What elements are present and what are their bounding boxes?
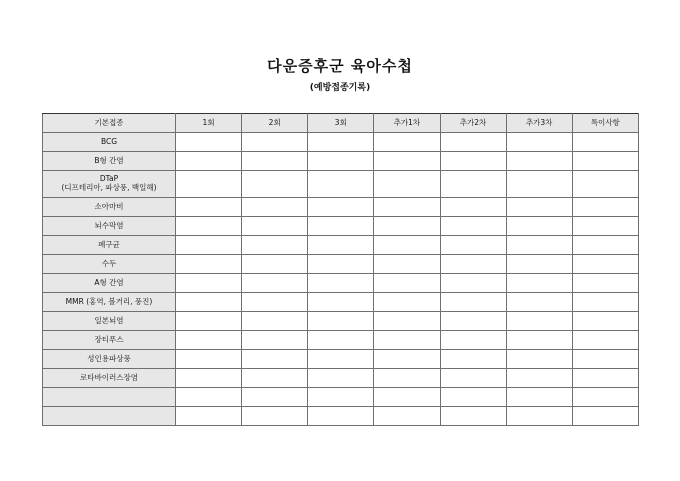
dose-1-cell[interactable]: [176, 133, 242, 152]
notes-cell[interactable]: [572, 198, 638, 217]
dose-2-cell[interactable]: [242, 388, 308, 407]
table-row: [43, 274, 639, 293]
booster-1-cell[interactable]: [374, 274, 440, 293]
booster-1-cell[interactable]: [374, 217, 440, 236]
table-row: [43, 369, 639, 388]
vaccine-name: [43, 407, 176, 426]
header-row: [43, 114, 639, 133]
booster-2-cell[interactable]: [440, 217, 506, 236]
notes-cell[interactable]: [572, 217, 638, 236]
vaccine-name: [43, 369, 176, 388]
header-dose-3: 3회: [308, 114, 374, 133]
notes-cell[interactable]: [572, 171, 638, 198]
header-booster-2: 추가2차: [440, 114, 506, 133]
booster-1-cell[interactable]: [374, 312, 440, 331]
table-row: [43, 293, 639, 312]
vaccine-name-label: 뇌수막염: [94, 220, 124, 230]
dose-3-cell[interactable]: [308, 350, 374, 369]
dose-3-cell[interactable]: [308, 217, 374, 236]
notes-cell[interactable]: [572, 350, 638, 369]
vaccine-name-detail: (디프테리아, 파상풍, 백일해): [61, 183, 157, 192]
header-booster-1: 추가1차: [374, 114, 440, 133]
notes-cell[interactable]: [572, 312, 638, 331]
notes-cell[interactable]: [572, 133, 638, 152]
vaccine-name-label: 일본뇌염: [94, 315, 124, 325]
dose-3-cell[interactable]: [308, 171, 374, 198]
dose-2-cell[interactable]: [242, 274, 308, 293]
dose-1-cell[interactable]: [176, 255, 242, 274]
booster-2-cell[interactable]: [440, 198, 506, 217]
booster-1-cell[interactable]: [374, 293, 440, 312]
notes-cell[interactable]: [572, 152, 638, 171]
booster-3-cell[interactable]: [506, 236, 572, 255]
dose-2-cell[interactable]: [242, 133, 308, 152]
vaccination-rows: [43, 133, 639, 426]
table-row: [43, 133, 639, 152]
table-row: [43, 198, 639, 217]
booster-1-cell[interactable]: [374, 369, 440, 388]
booster-2-cell[interactable]: [440, 152, 506, 171]
dose-3-cell[interactable]: [308, 255, 374, 274]
vaccine-name-label: B형 간염: [94, 155, 124, 165]
booster-3-cell[interactable]: [506, 198, 572, 217]
header-basic-vaccination: 기본접종: [43, 114, 176, 133]
vaccine-name: [43, 331, 176, 350]
dose-2-cell[interactable]: [242, 152, 308, 171]
dose-1-cell[interactable]: [176, 198, 242, 217]
vaccine-name: [43, 171, 176, 198]
booster-2-cell[interactable]: [440, 407, 506, 426]
vaccine-name: [43, 152, 176, 171]
booster-3-cell[interactable]: [506, 312, 572, 331]
vaccine-name-label: 폐구균: [98, 239, 120, 249]
booster-3-cell[interactable]: [506, 133, 572, 152]
dose-3-cell[interactable]: [308, 369, 374, 388]
booster-2-cell[interactable]: [440, 331, 506, 350]
booster-2-cell[interactable]: [440, 171, 506, 198]
dose-1-cell[interactable]: [176, 293, 242, 312]
table-row: [43, 331, 639, 350]
vaccine-name: [43, 312, 176, 331]
table-row: [43, 171, 639, 198]
booster-1-cell[interactable]: [374, 407, 440, 426]
vaccine-name: [43, 198, 176, 217]
booster-3-cell[interactable]: [506, 407, 572, 426]
booster-2-cell[interactable]: [440, 274, 506, 293]
booster-2-cell[interactable]: [440, 255, 506, 274]
dose-3-cell[interactable]: [308, 152, 374, 171]
dose-2-cell[interactable]: [242, 255, 308, 274]
dose-2-cell[interactable]: [242, 217, 308, 236]
dose-3-cell[interactable]: [308, 274, 374, 293]
booster-3-cell[interactable]: [506, 274, 572, 293]
booster-1-cell[interactable]: [374, 236, 440, 255]
notes-cell[interactable]: [572, 388, 638, 407]
booster-3-cell[interactable]: [506, 350, 572, 369]
table-row: [43, 312, 639, 331]
table-row: [43, 407, 639, 426]
vaccine-name: [43, 293, 176, 312]
vaccine-name: [43, 388, 176, 407]
dose-2-cell[interactable]: [242, 171, 308, 198]
vaccine-name-label: MMR (홍역, 볼거리, 풍진): [65, 296, 153, 306]
booster-3-cell[interactable]: [506, 293, 572, 312]
header-booster-3: 추가3차: [506, 114, 572, 133]
vaccine-name-label: DTaP: [99, 174, 119, 184]
dose-2-cell[interactable]: [242, 369, 308, 388]
booster-2-cell[interactable]: [440, 133, 506, 152]
table-row: [43, 236, 639, 255]
booster-1-cell[interactable]: [374, 388, 440, 407]
booster-2-cell[interactable]: [440, 236, 506, 255]
booster-1-cell[interactable]: [374, 198, 440, 217]
booster-3-cell[interactable]: [506, 369, 572, 388]
header-dose-1: 1회: [176, 114, 242, 133]
dose-1-cell[interactable]: [176, 152, 242, 171]
booster-2-cell[interactable]: [440, 388, 506, 407]
dose-2-cell[interactable]: [242, 407, 308, 426]
header-dose-2: 2회: [242, 114, 308, 133]
notes-cell[interactable]: [572, 255, 638, 274]
dose-1-cell[interactable]: [176, 274, 242, 293]
dose-1-cell[interactable]: [176, 407, 242, 426]
notes-cell[interactable]: [572, 331, 638, 350]
dose-1-cell[interactable]: [176, 217, 242, 236]
vaccine-name-label: BCG: [100, 136, 118, 146]
dose-1-cell[interactable]: [176, 236, 242, 255]
table-row: [43, 350, 639, 369]
notes-cell[interactable]: [572, 407, 638, 426]
vaccine-name: [43, 350, 176, 369]
vaccine-name: [43, 236, 176, 255]
dose-2-cell[interactable]: [242, 198, 308, 217]
dose-3-cell[interactable]: [308, 198, 374, 217]
notes-cell[interactable]: [572, 274, 638, 293]
vaccine-name-label: 장티푸스: [94, 334, 124, 344]
dose-2-cell[interactable]: [242, 350, 308, 369]
vaccine-name: [43, 217, 176, 236]
booster-2-cell[interactable]: [440, 350, 506, 369]
booster-1-cell[interactable]: [374, 255, 440, 274]
dose-2-cell[interactable]: [242, 312, 308, 331]
notes-cell[interactable]: [572, 293, 638, 312]
dose-1-cell[interactable]: [176, 350, 242, 369]
booster-1-cell[interactable]: [374, 331, 440, 350]
booster-3-cell[interactable]: [506, 331, 572, 350]
booster-3-cell[interactable]: [506, 217, 572, 236]
dose-3-cell[interactable]: [308, 312, 374, 331]
booster-1-cell[interactable]: [374, 171, 440, 198]
vaccine-name: [43, 133, 176, 152]
booster-1-cell[interactable]: [374, 152, 440, 171]
table-row: [43, 152, 639, 171]
dose-1-cell[interactable]: [176, 369, 242, 388]
dose-3-cell[interactable]: [308, 236, 374, 255]
dose-3-cell[interactable]: [308, 331, 374, 350]
dose-2-cell[interactable]: [242, 236, 308, 255]
vaccination-record-table: [42, 113, 639, 426]
notes-cell[interactable]: [572, 236, 638, 255]
document-title: 다운증후군 육아수첩: [267, 57, 413, 75]
vaccine-name-label: 로타바이러스장염: [80, 372, 138, 382]
booster-3-cell[interactable]: [506, 171, 572, 198]
notes-cell[interactable]: [572, 369, 638, 388]
dose-2-cell[interactable]: [242, 331, 308, 350]
dose-3-cell[interactable]: [308, 293, 374, 312]
vaccine-name-label: 소아마비: [94, 201, 124, 211]
booster-1-cell[interactable]: [374, 133, 440, 152]
dose-1-cell[interactable]: [176, 388, 242, 407]
vaccine-name: [43, 274, 176, 293]
dose-1-cell[interactable]: [176, 331, 242, 350]
dose-3-cell[interactable]: [308, 388, 374, 407]
header-notes: 특이사항: [572, 114, 638, 133]
dose-1-cell[interactable]: [176, 312, 242, 331]
booster-2-cell[interactable]: [440, 369, 506, 388]
booster-2-cell[interactable]: [440, 312, 506, 331]
document-subtitle: (예방접종기록): [309, 83, 371, 93]
vaccine-name-label: 성인용파상풍: [87, 353, 131, 363]
table-row: [43, 255, 639, 274]
vaccine-name-label: 수두: [101, 258, 117, 268]
dose-1-cell[interactable]: [176, 171, 242, 198]
booster-2-cell[interactable]: [440, 293, 506, 312]
vaccine-name-label: A형 간염: [94, 277, 124, 287]
table-row: [43, 217, 639, 236]
dose-3-cell[interactable]: [308, 133, 374, 152]
dose-3-cell[interactable]: [308, 407, 374, 426]
booster-3-cell[interactable]: [506, 388, 572, 407]
table-row: [43, 388, 639, 407]
booster-3-cell[interactable]: [506, 152, 572, 171]
vaccine-name: [43, 255, 176, 274]
booster-3-cell[interactable]: [506, 255, 572, 274]
booster-1-cell[interactable]: [374, 350, 440, 369]
dose-2-cell[interactable]: [242, 293, 308, 312]
